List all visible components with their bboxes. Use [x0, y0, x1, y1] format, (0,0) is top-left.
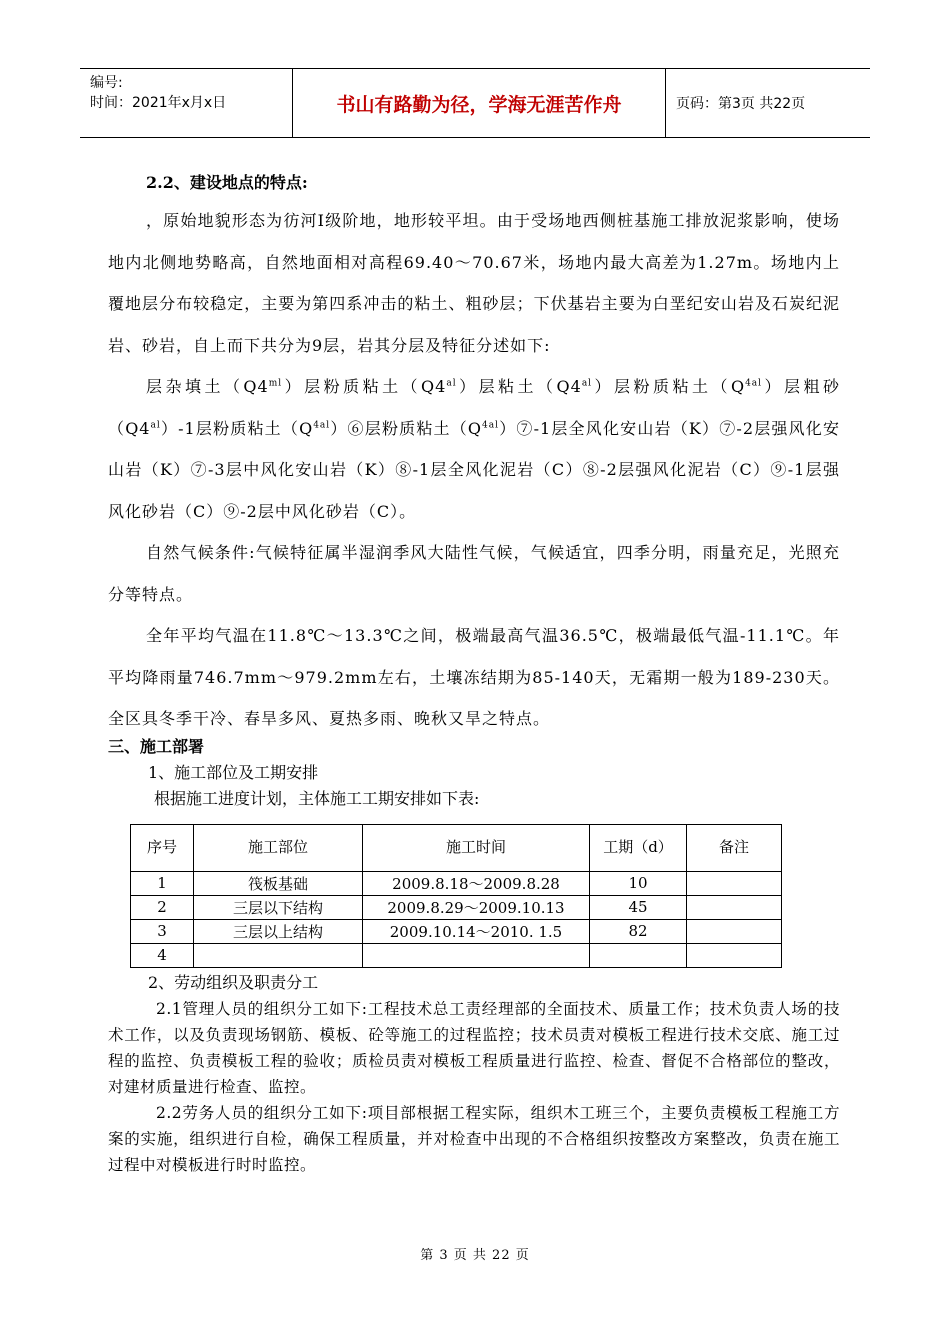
strata-text: ）⑦-1层全风化安山岩（K）⑦-2层强风化安山岩（K）⑦-3层中风化安山岩（K）⑧-1层全风化泥岩（C）⑧-2层强风化泥岩（C）⑨-1层强风化砂岩（C）⑨-2层中风化砂岩（C）。	[108, 418, 840, 521]
strata-text: ）层粉质粘土（Q	[592, 377, 746, 396]
table-cell: 三层以上结构	[194, 919, 363, 943]
subsection-2-title: 2、劳动组织及职责分工	[148, 972, 319, 992]
strata-text: ）层粘土（Q4	[456, 377, 582, 396]
strata-sup: 4al	[745, 378, 763, 389]
table-cell	[590, 943, 687, 967]
table-cell: 45	[590, 895, 687, 919]
climate-paragraph: 自然气候条件:气候特征属半湿润季风大陆性气候，气候适宜，四季分明，雨量充足，光照充分等特点。	[108, 543, 840, 604]
strata-sup: al	[446, 378, 457, 389]
schedule-intro: 根据施工进度计划，主体施工工期安排如下表:	[154, 788, 480, 808]
section-3-title: 三、施工部署	[108, 736, 205, 756]
header-page-label: 页码：第3页 共22页	[676, 96, 806, 112]
table-cell: 2009.10.14～2010. 1.5	[363, 919, 590, 943]
header-cell-part: 施工部位	[194, 824, 363, 871]
table-row	[131, 895, 782, 919]
section-2-2-title: 2.2、建设地点的特点:	[146, 173, 308, 192]
page-header	[80, 68, 870, 138]
table-cell: 3	[131, 919, 194, 943]
header-time: 时间：2021年x月x日	[90, 95, 227, 111]
header-cell-index: 序号	[131, 824, 194, 871]
strata-text: 层杂填土（Q4	[146, 377, 269, 396]
table-cell	[194, 943, 363, 967]
table-row	[131, 943, 782, 967]
table-cell: 2009.8.29～2009.10.13	[363, 895, 590, 919]
table-cell: 2	[131, 895, 194, 919]
table-cell	[363, 943, 590, 967]
table-cell: 4	[131, 943, 194, 967]
strata-text: ）层粗砂（Q4	[108, 377, 840, 438]
page-footer: 第 3 页 共 22 页	[420, 1248, 530, 1263]
strata-sup: 4al	[313, 420, 331, 431]
table-cell: 1	[131, 871, 194, 895]
header-cell-remark: 备注	[687, 824, 782, 871]
table-cell	[687, 943, 782, 967]
table-cell: 筏板基础	[194, 871, 363, 895]
table-cell	[687, 919, 782, 943]
document-body	[108, 166, 840, 1178]
strata-sup: 4al	[482, 420, 500, 431]
strata-sup: al	[581, 378, 593, 389]
header-number: 编号:	[90, 75, 123, 91]
table-cell: 82	[590, 919, 687, 943]
strata-text: ）层粉质粘土（Q4	[282, 377, 447, 396]
strata-paragraph	[108, 366, 840, 532]
table-row	[131, 919, 782, 943]
strata-text: ）⑥层粉质粘土（Q	[330, 418, 483, 438]
header-cell-time: 施工时间	[363, 824, 590, 871]
strata-sup: al	[150, 420, 161, 431]
header-motto: 书山有路勤为径，学海无涯苦作舟	[293, 69, 666, 137]
table-header-row	[131, 824, 782, 871]
temperature-paragraph: 全年平均气温在11.8℃～13.3℃之间，极端最高气温36.5℃，极端最低气温-11.1℃。年平均降雨量746.7mm～979.2mm左右，土壤冻结期为85-140天，无霜期一般为189-230天。全区具冬季干冷、春旱多风、夏热多雨、晚秋又旱之特点。	[108, 626, 840, 728]
strata-text: ）-1层粉质粘土（Q	[160, 418, 314, 438]
subsection-1-title: 1、施工部位及工期安排	[148, 762, 319, 782]
site-description-paragraph: ，原始地貌形态为彷河Ⅰ级阶地，地形较平坦。由于受场地西侧桩基施工排放泥浆影响，使场地内北侧地势略高，自然地面相对高程69.40～70.67米，场地内最大高差为1.27m。场地内上覆地层分布较稳定，主要为第四系冲击的粘土、粗砂层；下伏基岩主要为白垩纪安山岩及石炭纪泥岩、砂岩，自上而下共分为9层，岩其分层及特征分述如下:	[108, 211, 840, 355]
schedule-table	[130, 824, 782, 968]
table-cell	[687, 895, 782, 919]
strata-sup: ml	[268, 378, 283, 389]
table-row	[131, 871, 782, 895]
header-meta	[80, 69, 293, 137]
table-cell: 三层以下结构	[194, 895, 363, 919]
management-paragraph: 2.1管理人员的组织分工如下:工程技术总工责经理部的全面技术、质量工作；技术负责人场的技术工作，以及负责现场钢筋、模板、砼等施工的过程监控；技术员责对模板工程进行技术交底、施工过程的监控、负责模板工程的验收；质检员责对模板工程质量进行监控、检查、督促不合格部位的整改，对建材质量进行检查、监控。	[108, 999, 840, 1096]
labor-paragraph: 2.2劳务人员的组织分工如下:项目部根据工程实际，组织木工班三个，主要负责模板工程施工方案的实施，组织进行自检，确保工程质量，并对检查中出现的不合格组织按整改方案整改，负责在施工过程中对模板进行时时监控。	[108, 1103, 840, 1174]
table-cell	[687, 871, 782, 895]
header-cell-duration: 工期（d）	[590, 824, 687, 871]
table-cell: 10	[590, 871, 687, 895]
table-cell: 2009.8.18～2009.8.28	[363, 871, 590, 895]
